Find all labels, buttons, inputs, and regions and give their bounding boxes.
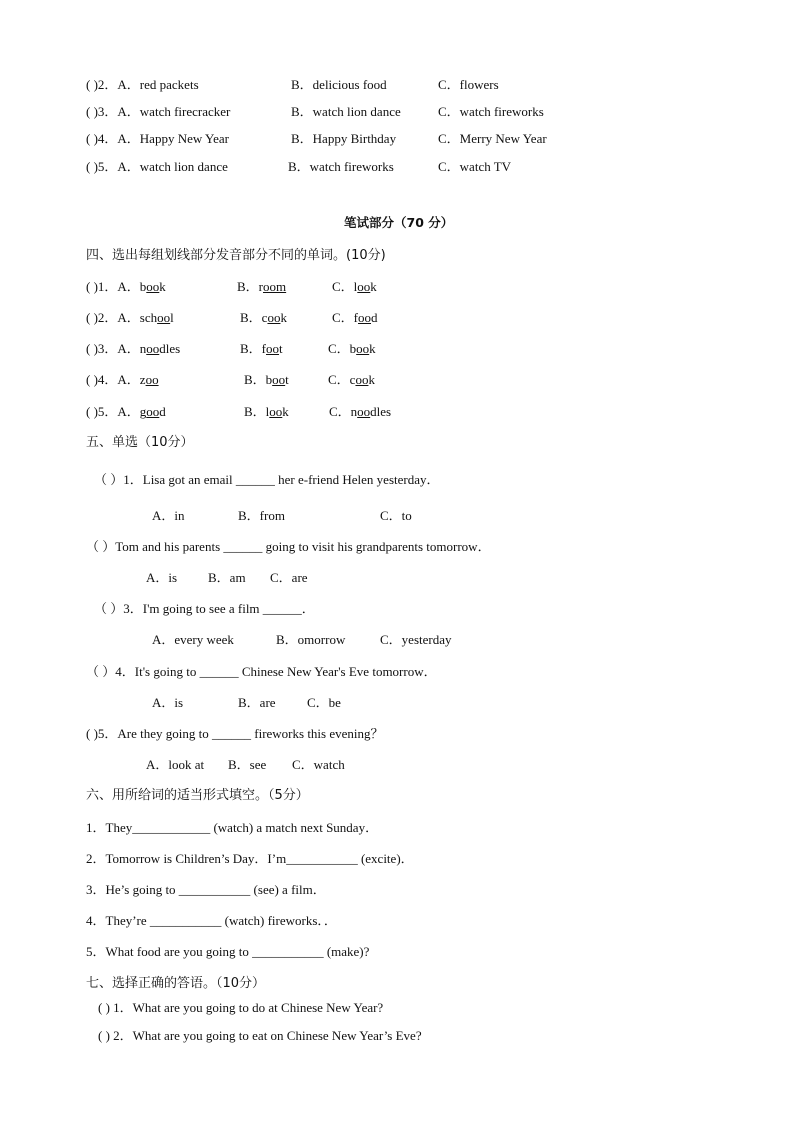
s5-q3-options: A．every week B．omorrow C．yesterday [152,632,452,647]
s7-item-1: ( ) 1．What are you going to do at Chinese New Year? [98,1000,384,1015]
s5-question-4: （ ）4．It's going to ______ Chinese New Year's Eve tomorrow． [86,664,437,679]
s4-item-3: ( )3．A．noodles B．foot C．book [86,341,376,356]
written-part-title: 笔试部分（70 分） [344,215,454,230]
s5-question-1: （ ）1．Lisa got an email ______ her e-friend Helen yesterday． [94,472,440,487]
s6-item-5: 5．What food are you going to ___________ (make)? [86,944,370,959]
s5-q5-options: A．look at B．see C．watch [146,757,345,772]
s6-item-3: 3．He’s going to ___________ (see) a film． [86,882,326,897]
s6-item-4: 4．They’re ___________ (watch) fireworks．． [86,913,337,928]
s4-item-1: ( )1．A．book B．room C．look [86,279,377,294]
s5-question-2: （ ）Tom and his parents ______ going to visit his grandparents tomorrow． [86,539,491,554]
section-4-title: 四、选出每组划线部分发音部分不同的单词。(10分) [86,248,386,263]
s5-question-5: ( )5．Are they going to ______ fireworks this evening？ [86,726,384,741]
s5-q2-options: A．is B．am C．are [146,570,308,585]
listening-item-3: ( )3．A．watch firecracker B．watch lion dance C．watch fireworks [86,104,544,119]
s7-item-2: ( ) 2．What are you going to eat on Chinese New Year’s Eve? [98,1028,422,1043]
s6-item-2: 2．Tomorrow is Children’s Day．I’m___________ (excite)． [86,851,414,866]
s4-item-5: ( )5．A．good B．look C．noodles [86,404,392,419]
section-5-title: 五、单选（10分） [86,435,194,450]
listening-item-5: ( )5．A．watch lion dance B．watch fireworks C．watch TV [86,159,512,174]
s5-question-3: （ ）3．I'm going to see a film ______． [94,601,315,616]
s5-q1-options: A．in B．from C．to [152,508,412,523]
s4-item-2: ( )2．A．school B．cook C．food [86,310,378,325]
s5-q4-options: A．is B．are C．be [152,695,341,710]
s4-item-4: ( )4．A．zoo B．boot C．cook [86,372,375,387]
listening-item-4: ( )4．A．Happy New Year B．Happy Birthday C．Merry New Year [86,131,547,146]
section-7-title: 七、选择正确的答语。（10分） [86,976,266,991]
listening-item-2: ( )2．A．red packets B．delicious food C．flowers [86,77,499,92]
s6-item-1: 1．They____________ (watch) a match next Sunday． [86,820,379,835]
section-6-title: 六、用所给词的适当形式填空。（5分） [86,788,309,803]
